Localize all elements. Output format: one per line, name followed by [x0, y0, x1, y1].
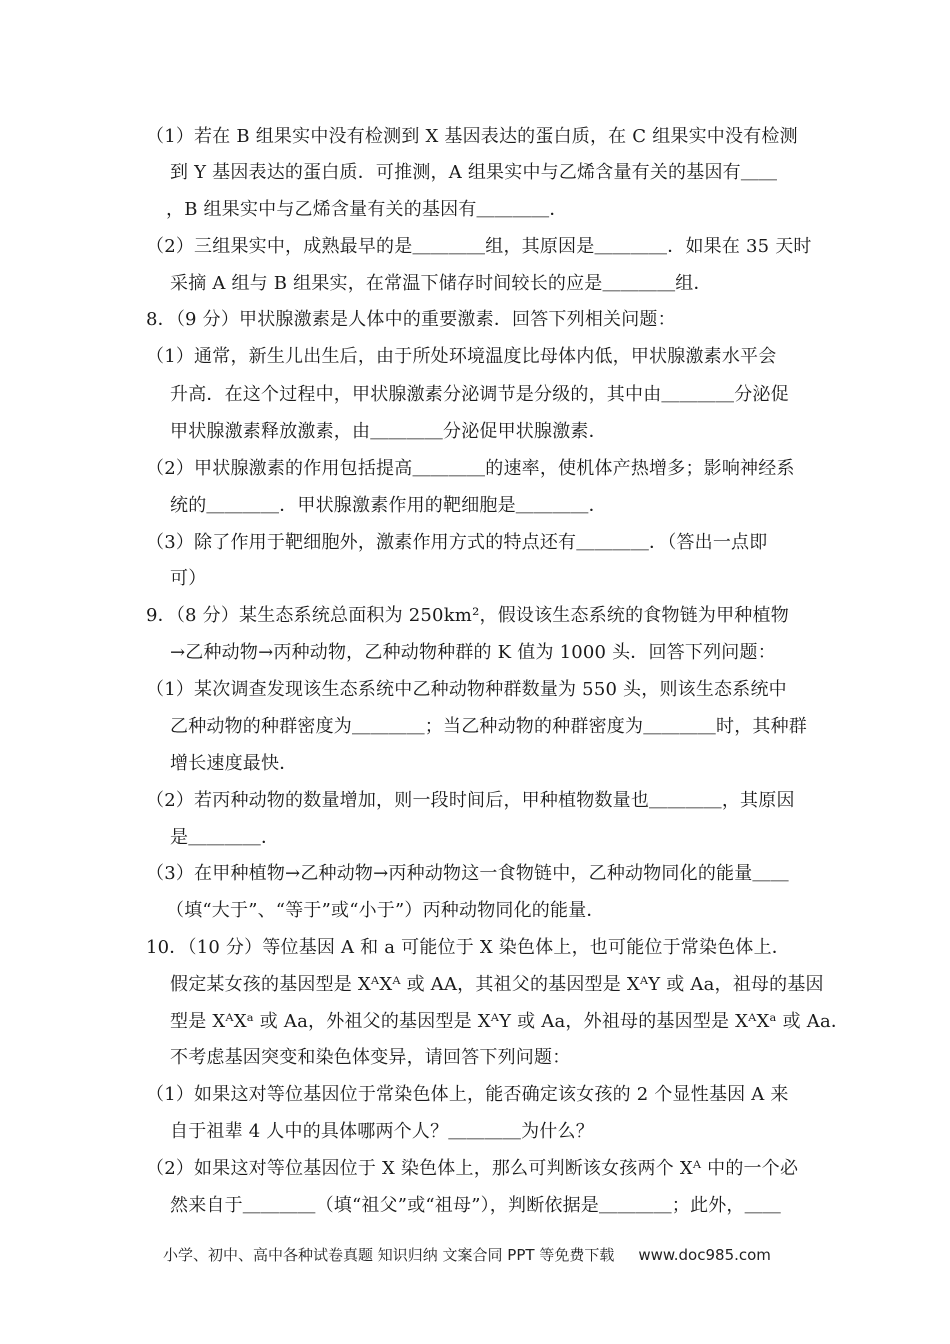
text-line: （2）如果这对等位基因位于 X 染色体上，那么可判断该女孩两个 Xᴬ 中的一个必 — [146, 1158, 799, 1179]
text-line: （1）若在 B 组果实中没有检测到 X 基因表达的蛋白质，在 C 组果实中没有检测 — [146, 126, 798, 147]
text-line: （3）在甲种植物→乙种动物→丙种动物这一食物链中，乙种动物同化的能量＿＿ — [146, 863, 789, 884]
text-line: 采摘 A 组与 B 组果实，在常温下储存时间较长的应是＿＿＿＿组． — [170, 273, 712, 294]
text-line: 升高．在这个过程中，甲状腺激素分泌调节是分级的，其中由＿＿＿＿分泌促 — [170, 384, 789, 405]
text-line: （2）甲状腺激素的作用包括提高＿＿＿＿的速率，使机体产热增多；影响神经系 — [146, 458, 795, 479]
footer-url: www.doc985.com — [638, 1246, 771, 1264]
text-line: （3）除了作用于靶细胞外，激素作用方式的特点还有＿＿＿＿．（答出一点即 — [146, 532, 768, 553]
text-line: 自于祖辈 4 人中的具体哪两个人？＿＿＿＿为什么？ — [170, 1121, 594, 1142]
question-9-stem: 9．（8 分）某生态系统总面积为 250km²，假设该生态系统的食物链为甲种植物 — [146, 605, 789, 626]
text-line: （填“大于”、“等于”或“小于”）丙种动物同化的能量． — [166, 900, 605, 921]
text-line: 乙种动物的种群密度为＿＿＿＿；当乙种动物的种群密度为＿＿＿＿时，其种群 — [170, 716, 807, 737]
footer-text: 小学、初中、高中各种试卷真题 知识归纳 文案合同 PPT 等免费下载 — [163, 1246, 615, 1264]
text-line: （1）如果这对等位基因位于常染色体上，能否确定该女孩的 2 个显性基因 A 来 — [146, 1084, 789, 1105]
question-10-stem: 10．（10 分）等位基因 A 和 a 可能位于 X 染色体上，也可能位于常染色体上． — [146, 937, 791, 958]
question-8-stem: 8．（9 分）甲状腺激素是人体中的重要激素．回答下列相关问题： — [146, 309, 676, 330]
text-line: →乙种动物→丙种动物，乙种动物种群的 K 值为 1000 头．回答下列问题： — [170, 642, 776, 663]
text-line: （2）若丙种动物的数量增加，则一段时间后，甲种植物数量也＿＿＿＿，其原因 — [146, 790, 795, 811]
text-line: 型是 XᴬXᵃ 或 Aa，外祖父的基因型是 XᴬY 或 Aa，外祖母的基因型是 XᴬXᵃ 或 Aa． — [170, 1011, 850, 1032]
text-line: 可） — [170, 568, 207, 589]
page-footer — [163, 1245, 771, 1265]
text-line: 增长速度最快． — [170, 753, 298, 774]
text-line: 然来自于＿＿＿＿（填“祖父”或“祖母”），判断依据是＿＿＿＿；此外，＿＿ — [170, 1195, 782, 1216]
text-line: 假定某女孩的基因型是 XᴬXᴬ 或 AA，其祖父的基因型是 XᴬY 或 Aa，祖母的基因 — [170, 974, 824, 995]
text-line: （2）三组果实中，成熟最早的是＿＿＿＿组，其原因是＿＿＿＿．如果在 35 天时 — [146, 236, 812, 257]
text-line: 甲状腺激素释放激素，由＿＿＿＿分泌促甲状腺激素． — [170, 421, 607, 442]
text-line: 是＿＿＿＿． — [170, 827, 280, 848]
text-line: （1）通常，新生儿出生后，由于所处环境温度比母体内低，甲状腺激素水平会 — [146, 346, 777, 367]
text-line: 统的＿＿＿＿．甲状腺激素作用的靶细胞是＿＿＿＿． — [170, 495, 607, 516]
text-line: （1）某次调查发现该生态系统中乙种动物种群数量为 550 头，则该生态系统中 — [146, 679, 787, 700]
text-line: 到 Y 基因表达的蛋白质．可推测，A 组果实中与乙烯含量有关的基因有＿＿ — [170, 162, 778, 183]
text-line: 不考虑基因突变和染色体变异，请回答下列问题： — [170, 1047, 571, 1068]
text-line: ，B 组果实中与乙烯含量有关的基因有＿＿＿＿． — [166, 199, 568, 220]
